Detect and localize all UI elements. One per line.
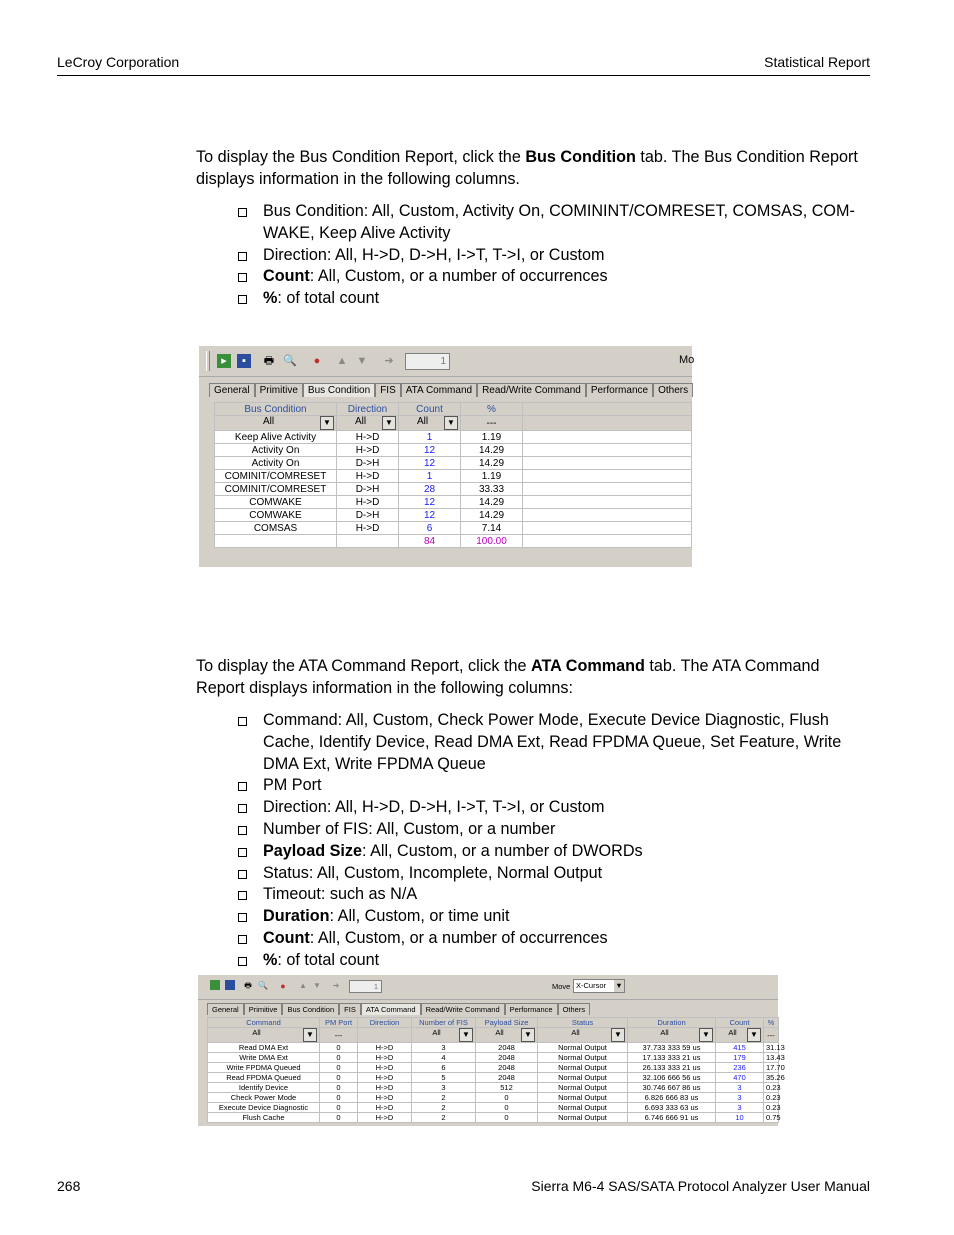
bus-bullet-term: % <box>263 289 278 308</box>
tab-fis[interactable]: FIS <box>375 383 401 397</box>
column-header[interactable]: Bus Condition <box>215 403 337 416</box>
table-cell: 0.75 <box>764 1113 779 1123</box>
chevron-down-icon[interactable]: ▼ <box>747 1028 761 1042</box>
table-row[interactable] <box>215 496 692 509</box>
ata-bullet-text: : of total count <box>277 950 380 969</box>
table-cell: 0.23 <box>764 1093 779 1103</box>
table-cell: 0 <box>320 1103 358 1113</box>
table-cell: D->H <box>337 483 399 496</box>
table-cell-empty <box>523 457 692 470</box>
manual-title: Sierra M6-4 SAS/SATA Protocol Analyzer User Manual <box>531 1178 870 1194</box>
column-header[interactable]: PM Port <box>320 1018 358 1028</box>
table-row[interactable] <box>208 1063 779 1073</box>
filter-value: --- <box>767 1030 775 1040</box>
chevron-down-icon[interactable]: ▼ <box>382 416 396 430</box>
column-header[interactable]: Direction <box>358 1018 412 1028</box>
table-cell: 512 <box>476 1083 538 1093</box>
table-cell: H->D <box>337 522 399 535</box>
totals-row <box>215 535 692 548</box>
table-cell: 3 <box>412 1083 476 1093</box>
ata-bullet-text: : All, Custom, or time unit <box>329 907 510 926</box>
filter-cell[interactable] <box>208 1028 320 1043</box>
table-cell: 2048 <box>476 1073 538 1083</box>
ata-bullet-text: : All, Custom, or a number of DWORDs <box>361 841 643 860</box>
filter-value: All <box>354 416 367 427</box>
table-cell: Normal Output <box>538 1093 628 1103</box>
filter-value: All <box>728 1028 737 1037</box>
report-tabs <box>207 1003 590 1015</box>
filter-value: --- <box>334 1030 343 1040</box>
column-header[interactable]: Command <box>208 1018 320 1028</box>
table-cell: 2048 <box>476 1063 538 1073</box>
arrow-down-icon[interactable]: ▼ <box>356 355 368 367</box>
table-cell: 0 <box>476 1113 538 1123</box>
table-row[interactable] <box>215 457 692 470</box>
table-cell: 14.29 <box>461 496 523 509</box>
toolbar <box>199 346 695 377</box>
ata-command-screenshot <box>198 975 785 1126</box>
checkbox-bullet-icon <box>238 935 247 944</box>
table-cell: 3 <box>716 1093 764 1103</box>
tab-general[interactable]: General <box>207 1003 244 1015</box>
column-header-empty <box>523 403 692 416</box>
ata-bullet-text: PM Port <box>263 776 322 795</box>
total-cell <box>215 535 337 548</box>
column-header[interactable]: % <box>764 1018 779 1028</box>
table-cell: 14.29 <box>461 457 523 470</box>
ata-bullet-text: Command: All, Custom, Check Power Mode, Execute Device Diagnostic, Flush Cache, Identify Device, Read DMA Ext, Read FPDMA Queue, Set Feature, Write DMA Ext, Write FPDMA Queue <box>263 711 842 773</box>
chevron-down-icon[interactable]: ▼ <box>521 1028 535 1042</box>
bus-condition-table <box>214 402 692 548</box>
table-cell: 0 <box>476 1093 538 1103</box>
filter-cell[interactable] <box>538 1028 628 1043</box>
ata-bullet-term: Payload Size <box>263 841 362 860</box>
ata-bullet <box>236 928 876 950</box>
table-cell: H->D <box>337 444 399 457</box>
filter-cell[interactable] <box>358 1028 412 1043</box>
filter-value: All <box>416 416 429 427</box>
bus-bullet-text: : of total count <box>277 289 380 308</box>
table-cell: 30.746 667 86 us <box>628 1083 716 1093</box>
print-icon[interactable]: 🖶 <box>244 981 252 990</box>
tab-bus-condition[interactable]: Bus Condition <box>303 383 375 397</box>
table-row[interactable] <box>215 522 692 535</box>
filter-cell[interactable] <box>628 1028 716 1043</box>
arrow-up-icon[interactable]: ▲ <box>336 355 348 367</box>
table-cell: 0 <box>320 1043 358 1053</box>
table-cell: Write FPDMA Queued <box>208 1063 320 1073</box>
arrow-right-icon[interactable]: ➔ <box>384 355 394 367</box>
table-cell: 0 <box>320 1073 358 1083</box>
table-cell: Write DMA Ext <box>208 1053 320 1063</box>
table-cell: Normal Output <box>538 1083 628 1093</box>
ata-bullet <box>236 906 876 928</box>
ata-bullet-text: Status: All, Custom, Incomplete, Normal Output <box>263 863 603 882</box>
header-section: Statistical Report <box>764 54 870 70</box>
ata-bullet <box>236 819 876 841</box>
table-cell: 32.106 666 56 us <box>628 1073 716 1083</box>
table-cell: 5 <box>412 1073 476 1083</box>
table-cell: 3 <box>716 1083 764 1093</box>
ata-bullet-text: Timeout: such as N/A <box>263 885 418 904</box>
filter-row <box>208 1028 779 1043</box>
tab-performance[interactable]: Performance <box>586 383 653 397</box>
table-cell: H->D <box>337 470 399 483</box>
table-cell: 7.14 <box>461 522 523 535</box>
toolbar2 <box>198 975 778 1000</box>
bus-intro <box>196 146 866 190</box>
table-cell: Check Power Mode <box>208 1093 320 1103</box>
table-cell: 6 <box>399 522 461 535</box>
table-cell: 1 <box>399 431 461 444</box>
filter-cell[interactable] <box>461 416 523 431</box>
table-row[interactable] <box>208 1113 779 1123</box>
ata-intro-pre: To display the ATA Command Report, click the <box>196 657 531 675</box>
table-cell: Normal Output <box>538 1063 628 1073</box>
filter-value: All <box>571 1028 580 1037</box>
filter-cell[interactable] <box>215 416 337 431</box>
chevron-down-icon[interactable]: ▼ <box>444 416 458 430</box>
table-cell: 17.133 333 21 us <box>628 1053 716 1063</box>
table-cell: H->D <box>358 1103 412 1113</box>
print-preview-icon[interactable]: 🔍 <box>283 355 297 367</box>
filter-value: All <box>252 1028 261 1037</box>
table-row[interactable] <box>208 1043 779 1053</box>
table-cell: 0 <box>320 1113 358 1123</box>
bus-bullet-text: Bus Condition: All, Custom, Activity On, COMININT/COMRESET, COMSAS, COM-WAKE, Keep Alive Activity <box>263 202 855 242</box>
table-cell: Activity On <box>215 457 337 470</box>
tab-primitive[interactable]: Primitive <box>244 1003 283 1015</box>
ata-command-table <box>207 1017 785 1123</box>
ata-bullet <box>236 884 876 906</box>
ata-bullet-list <box>236 710 876 972</box>
bus-bullet <box>236 266 876 288</box>
header-rule <box>57 75 870 76</box>
table-cell: 31.13 <box>764 1043 779 1053</box>
table-cell: 0 <box>320 1083 358 1093</box>
table-cell: 0.23 <box>764 1083 779 1093</box>
checkbox-bullet-icon <box>238 252 247 261</box>
table-cell: Flush Cache <box>208 1113 320 1123</box>
table-header-row <box>208 1018 779 1028</box>
table-cell: H->D <box>337 496 399 509</box>
table-cell-empty <box>523 509 692 522</box>
ata-bullet-text: Direction: All, H->D, D->H, I->T, T->I, or Custom <box>263 798 605 817</box>
column-header[interactable]: Number of FIS <box>412 1018 476 1028</box>
table-cell: 0 <box>476 1103 538 1113</box>
checkbox-bullet-icon <box>238 848 247 857</box>
table-row[interactable] <box>215 483 692 496</box>
move-label: Move <box>552 982 571 991</box>
ata-intro-post: tab. The ATA Command Report displays information in the following columns: <box>196 657 820 697</box>
move-select-value: X-Cursor <box>576 981 607 990</box>
table-row[interactable] <box>208 1093 779 1103</box>
table-cell: 0.23 <box>764 1103 779 1113</box>
column-header[interactable]: % <box>461 403 523 416</box>
checkbox-bullet-icon <box>238 913 247 922</box>
table-cell: 1 <box>399 470 461 483</box>
table-cell: 2 <box>412 1103 476 1113</box>
filter-cell[interactable] <box>320 1028 358 1043</box>
column-header[interactable]: Status <box>538 1018 628 1028</box>
bus-bullet-term: Count <box>263 267 310 286</box>
table-cell: 2048 <box>476 1043 538 1053</box>
table-cell: H->D <box>358 1043 412 1053</box>
total-cell: 84 <box>399 535 461 548</box>
column-header[interactable]: Duration <box>628 1018 716 1028</box>
table-cell-empty <box>523 483 692 496</box>
table-cell: 6.746 666 91 us <box>628 1113 716 1123</box>
goto-spin-input[interactable]: 1 <box>405 353 450 370</box>
table-cell: 415 <box>716 1043 764 1053</box>
checkbox-bullet-icon <box>238 870 247 879</box>
print-preview-icon[interactable]: 🔍 <box>258 981 268 990</box>
checkbox-bullet-icon <box>238 782 247 791</box>
table-cell: 12 <box>399 509 461 522</box>
table-cell: H->D <box>358 1093 412 1103</box>
chevron-down-icon[interactable]: ▼ <box>699 1028 713 1042</box>
table-cell: 33.33 <box>461 483 523 496</box>
table-cell: Normal Output <box>538 1043 628 1053</box>
table-row[interactable] <box>208 1083 779 1093</box>
export-icon[interactable] <box>210 980 220 990</box>
table-cell: 6.693 333 63 us <box>628 1103 716 1113</box>
table-cell: 26.133 333 21 us <box>628 1063 716 1073</box>
move-select[interactable] <box>573 979 625 993</box>
color-icon[interactable]: ● <box>280 981 286 991</box>
tab-read-write-command[interactable]: Read/Write Command <box>421 1003 505 1015</box>
table-cell: 470 <box>716 1073 764 1083</box>
ata-bullet-term: % <box>263 950 278 969</box>
table-cell: Normal Output <box>538 1053 628 1063</box>
chevron-down-icon[interactable]: ▼ <box>459 1028 473 1042</box>
tab-fis[interactable]: FIS <box>339 1003 361 1015</box>
table-cell: COMINIT/COMRESET <box>215 483 337 496</box>
ata-bullet-text: Number of FIS: All, Custom, or a number <box>263 819 556 838</box>
ata-bullet-term: Duration <box>263 907 330 926</box>
page-number: 268 <box>57 1178 81 1194</box>
table-row[interactable] <box>215 509 692 522</box>
table-cell: 6 <box>412 1063 476 1073</box>
filter-value: --- <box>486 417 497 429</box>
tab-performance[interactable]: Performance <box>505 1003 558 1015</box>
checkbox-bullet-icon <box>238 273 247 282</box>
bus-intro-pre: To display the Bus Condition Report, click the <box>196 148 526 166</box>
ata-bullet <box>236 863 876 885</box>
table-cell: 0 <box>320 1053 358 1063</box>
bus-bullet-text: Direction: All, H->D, D->H, I->T, T->I, or Custom <box>263 245 605 264</box>
tab-others[interactable]: Others <box>653 383 693 397</box>
chevron-down-icon[interactable]: ▼ <box>611 1028 625 1042</box>
total-cell: 100.00 <box>461 535 523 548</box>
chevron-down-icon[interactable]: ▼ <box>320 416 334 430</box>
report-tabs <box>209 383 693 397</box>
table-cell: Read FPDMA Queued <box>208 1073 320 1083</box>
table-cell: 17.70 <box>764 1063 779 1073</box>
table-row[interactable] <box>215 470 692 483</box>
column-header[interactable]: Direction <box>337 403 399 416</box>
table-cell: 0 <box>320 1063 358 1073</box>
tab-bus-condition[interactable]: Bus Condition <box>282 1003 339 1015</box>
chevron-down-icon: ▼ <box>615 981 623 990</box>
chevron-down-icon[interactable]: ▼ <box>303 1028 317 1042</box>
bus-condition-screenshot <box>199 346 695 567</box>
table-cell: 28 <box>399 483 461 496</box>
table-cell: 179 <box>716 1053 764 1063</box>
print-icon[interactable]: 🖶 <box>263 355 275 367</box>
filter-cell[interactable] <box>399 416 461 431</box>
table-cell: COMSAS <box>215 522 337 535</box>
arrow-right-icon[interactable]: ➔ <box>332 981 340 990</box>
total-cell <box>337 535 399 548</box>
table-cell-empty <box>523 431 692 444</box>
table-cell: D->H <box>337 457 399 470</box>
tab-primitive[interactable]: Primitive <box>255 383 303 397</box>
ata-bullet <box>236 710 876 775</box>
table-row[interactable] <box>215 444 692 457</box>
table-cell: 14.29 <box>461 509 523 522</box>
tab-ata-command[interactable]: ATA Command <box>361 1003 421 1015</box>
table-row[interactable] <box>215 431 692 444</box>
ata-bullet <box>236 950 876 972</box>
filter-value: All <box>262 416 275 427</box>
table-cell-empty <box>523 444 692 457</box>
header-company: LeCroy Corporation <box>57 54 180 70</box>
table-header-row <box>215 403 692 416</box>
column-header[interactable]: Count <box>399 403 461 416</box>
table-cell: 3 <box>412 1043 476 1053</box>
table-cell: Read DMA Ext <box>208 1043 320 1053</box>
arrow-up-icon[interactable]: ▲ <box>299 981 307 990</box>
ata-bullet <box>236 797 876 819</box>
table-cell-empty <box>523 470 692 483</box>
table-cell: Normal Output <box>538 1113 628 1123</box>
table-cell: Identify Device <box>208 1083 320 1093</box>
checkbox-bullet-icon <box>238 804 247 813</box>
bus-bullet <box>236 245 876 267</box>
table-cell: H->D <box>337 431 399 444</box>
checkbox-bullet-icon <box>238 891 247 900</box>
table-cell: 2048 <box>476 1053 538 1063</box>
table-cell: 1.19 <box>461 431 523 444</box>
table-cell: 0 <box>320 1093 358 1103</box>
table-cell: H->D <box>358 1073 412 1083</box>
save-icon[interactable]: ▪ <box>237 354 251 368</box>
bus-intro-post: tab. The Bus Condition Report displays information in the following columns. <box>196 148 858 188</box>
ata-intro-bold: ATA Command <box>531 657 645 675</box>
ata-bullet-term: Count <box>263 928 310 947</box>
bus-bullet-list <box>236 201 876 310</box>
toolbar-grip <box>206 351 210 371</box>
table-cell: 14.29 <box>461 444 523 457</box>
table-cell: 236 <box>716 1063 764 1073</box>
table-cell: COMWAKE <box>215 509 337 522</box>
column-header[interactable]: Payload Size <box>476 1018 538 1028</box>
table-cell: 2 <box>412 1093 476 1103</box>
table-cell: 12 <box>399 496 461 509</box>
table-cell: 10 <box>716 1113 764 1123</box>
filter-cell[interactable] <box>412 1028 476 1043</box>
bus-intro-bold: Bus Condition <box>525 148 636 166</box>
checkbox-bullet-icon <box>238 208 247 217</box>
color-icon[interactable]: ● <box>313 355 321 367</box>
table-cell: 1.19 <box>461 470 523 483</box>
ata-intro <box>196 655 866 699</box>
table-cell: Execute Device Diagnostic <box>208 1103 320 1113</box>
table-cell: 37.733 333 59 us <box>628 1043 716 1053</box>
total-cell-empty <box>523 535 692 548</box>
ata-bullet-text: : All, Custom, or a number of occurrences <box>309 928 608 947</box>
filter-row <box>215 416 692 431</box>
table-cell: Activity On <box>215 444 337 457</box>
toolbar-truncated-label: Mo <box>679 354 695 366</box>
table-cell: Keep Alive Activity <box>215 431 337 444</box>
tab-general[interactable]: General <box>209 383 255 397</box>
filter-cell[interactable] <box>764 1028 779 1043</box>
table-cell: 12 <box>399 444 461 457</box>
table-row[interactable] <box>208 1053 779 1063</box>
export-icon[interactable]: ▸ <box>217 354 231 368</box>
filter-value: All <box>432 1028 441 1037</box>
checkbox-bullet-icon <box>238 295 247 304</box>
ata-bullet <box>236 841 876 863</box>
table-cell: 12 <box>399 457 461 470</box>
table-cell: H->D <box>358 1053 412 1063</box>
arrow-down-icon[interactable]: ▼ <box>313 981 321 990</box>
bus-bullet <box>236 288 876 310</box>
tab-read-write-command[interactable]: Read/Write Command <box>477 383 586 397</box>
table-cell: COMWAKE <box>215 496 337 509</box>
checkbox-bullet-icon <box>238 717 247 726</box>
table-cell: 35.26 <box>764 1073 779 1083</box>
filter-value: All <box>495 1028 504 1037</box>
table-cell: D->H <box>337 509 399 522</box>
tab-others[interactable]: Others <box>558 1003 591 1015</box>
table-cell: H->D <box>358 1063 412 1073</box>
table-cell: H->D <box>358 1083 412 1093</box>
table-cell-empty <box>523 522 692 535</box>
table-cell: Normal Output <box>538 1103 628 1113</box>
table-cell: 3 <box>716 1103 764 1113</box>
tab-ata-command[interactable]: ATA Command <box>401 383 477 397</box>
table-cell: H->D <box>358 1113 412 1123</box>
table-cell: 13.43 <box>764 1053 779 1063</box>
goto-spin-input[interactable]: 1 <box>349 980 382 993</box>
table-row[interactable] <box>208 1103 779 1113</box>
filter-cell-empty <box>523 416 692 431</box>
filter-cell[interactable] <box>337 416 399 431</box>
checkbox-bullet-icon <box>238 957 247 966</box>
ata-bullet <box>236 775 876 797</box>
table-cell: COMINIT/COMRESET <box>215 470 337 483</box>
table-row[interactable] <box>208 1073 779 1083</box>
table-cell-empty <box>523 496 692 509</box>
table-cell: 4 <box>412 1053 476 1063</box>
bus-bullet-text: : All, Custom, or a number of occurrences <box>309 267 608 286</box>
filter-cell[interactable] <box>716 1028 764 1043</box>
filter-value: All <box>660 1028 669 1037</box>
table-cell: 6.826 666 83 us <box>628 1093 716 1103</box>
table-cell: Normal Output <box>538 1073 628 1083</box>
save-icon[interactable] <box>225 980 235 990</box>
table-cell: 2 <box>412 1113 476 1123</box>
checkbox-bullet-icon <box>238 826 247 835</box>
filter-cell[interactable] <box>476 1028 538 1043</box>
column-header[interactable]: Count <box>716 1018 764 1028</box>
bus-bullet <box>236 201 876 245</box>
